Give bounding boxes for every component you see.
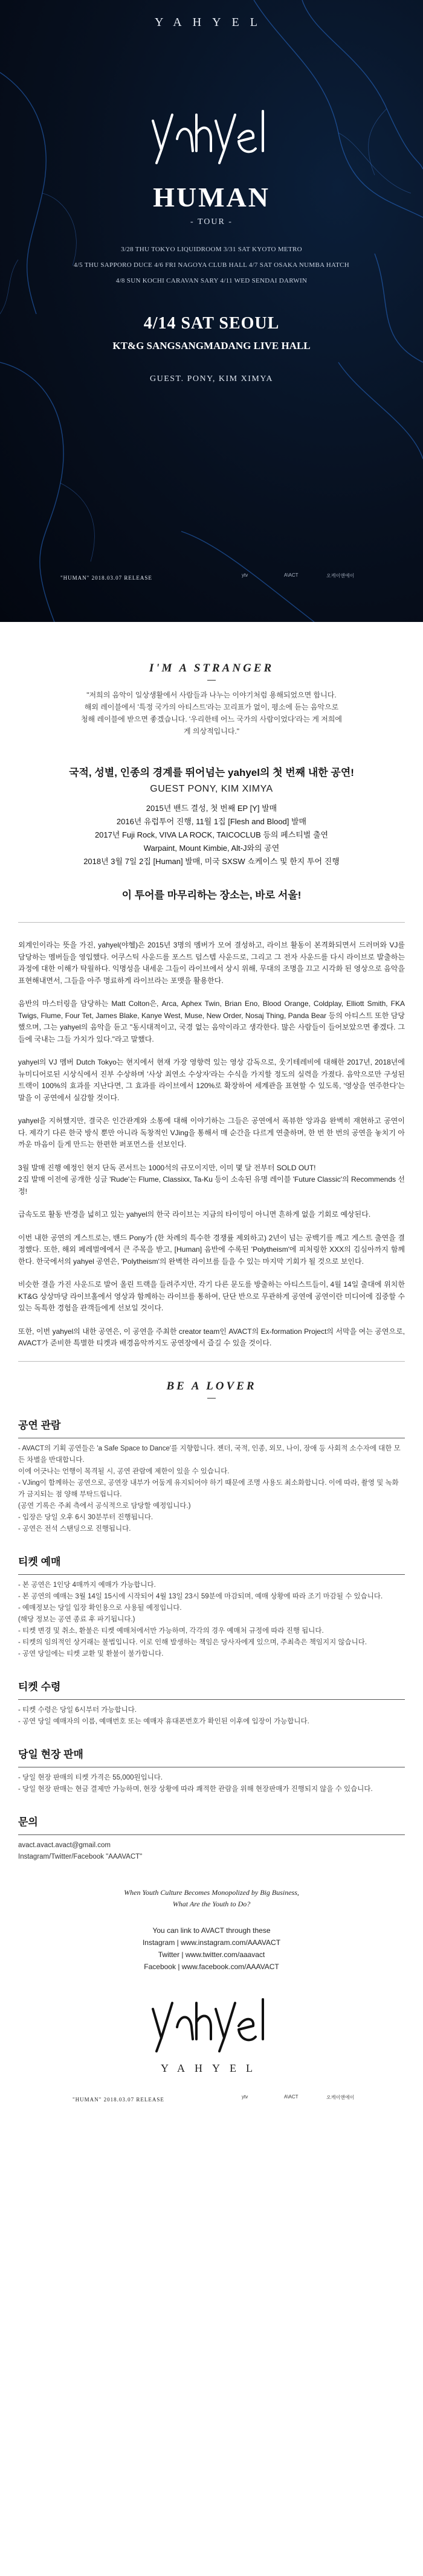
body-paragraph: 급속도로 활동 반경을 넓히고 있는 yahyel의 한국 라이브는 지금의 타이밍이 아니면 흔하게 없을 기회로 예상된다. (18, 1210, 371, 1219)
quote-line: 청해 레이블에 받으면 좋겠습니다. '우리한테 어느 국가의 사람이었다'라는 게 저희에 (80, 715, 343, 723)
body-paragraph: 음반의 마스터링을 담당하는 Matt Colton은, Arca, Aphex Twin, Brian Eno, Blood Orange, Coldplay, Elliott Smith, FKA Twigs, Flume, Four Tet, James Blake, Kanye West, Muse, New Order, Nosaj Thing, Panda Bear 등의 아티스트 또한 담당했으며, 그는 yahyel의 음악을 듣고 "동시대적이고, 국경 없는 음악이라고 생각한다. 많은 사람들이 들어보았으면 좋겠다. 그들에 국내는 그들 가치가 있다."라고 말했다. (18, 999, 405, 1043)
follow-links (18, 1924, 405, 1973)
timeline-item: 2015년 밴드 결성, 첫 번째 EP [Y] 발매 (146, 804, 277, 813)
info-title: 문의 (18, 1816, 38, 1828)
event-headline: 국적, 성별, 인종의 경계를 뛰어넘는 yahyel의 첫 번째 내한 공연! (69, 767, 354, 778)
body-paragraph: 3월 발매 진행 예정인 현지 단독 콘서트는 1000석의 규모이지만, 이미 몇 달 전부터 SOLD OUT! 2집 발매 이전에 공개한 싱글 'Rude'는 Flume, Classixx, Ta-Ku 등이 소속된 유명 레이블 'Future Classic'의 Recommends 선정! (18, 1163, 405, 1196)
info-item: - 본 공연의 예매는 3월 14일 15시에 시작되어 4월 13일 23시 59분에 마감되며, 예매 상황에 따라 조기 마감될 수 있습니다. (18, 1592, 383, 1600)
info-contact (18, 1813, 405, 1863)
end-footer (18, 2089, 405, 2113)
yahyel-logo (148, 103, 275, 169)
heading-rule (207, 680, 216, 681)
info-pickup (18, 1678, 405, 1728)
info-list (18, 1705, 405, 1728)
avact-logo: A\ACT (284, 572, 299, 578)
info-item: - 입장은 당일 오후 6시 30분부터 진행됩니다. (18, 1513, 153, 1521)
info-item: - AVACT의 기획 공연들은 'a Safe Space to Dance'를 지향합니다. 젠더, 국적, 인종, 외모, 나이, 장애 등 사회적 소수자에 대한 모든 차별을 반대합니다. (18, 1444, 401, 1464)
info-onsite (18, 1746, 405, 1795)
partner-logo: 오케이앤에이 (326, 2094, 355, 2100)
poster-guest: GUEST. PONY, KIM XIMYA (150, 374, 273, 383)
heading-rule (207, 1398, 216, 1399)
body-paragraph: yahyel을 지허했지만, 결국은 인간관계와 소통에 대해 이야기하는 그들은 공연에서 폭뷰한 앙과음 완벽히 재현하고 공연이다. 제각기 다른 한국 방식 뿐만 아니라 독창적인 VJing을 통해서 매 순간을 다르게 연출하며, 한 번 한 번의 공연을 놓치기 아까운 마음이 들게 만드는 한편한 퍼포먼스를 선보인다. (18, 1117, 405, 1149)
info-notice (18, 1417, 405, 1535)
timeline-item: Warpaint, Mount Kimbie, Alt-J와의 공연 (143, 844, 280, 853)
contact-social: Instagram/Twitter/Facebook "AAAVACT" (18, 1853, 143, 1860)
info-item: - 본 공연은 1인당 4매까지 예매가 가능합니다. (18, 1581, 156, 1589)
sponsor-logo: ytv (242, 2094, 248, 2100)
info-item: - 공연 당일 예매자의 이름, 예매번호 또는 예매자 휴대폰번호가 확인된 이후에 입장이 가능합니다. (18, 1717, 309, 1725)
quote-line: 게 의상적입니다." (183, 727, 240, 735)
tour-date-line: 3/28 THU TOKYO LIQUIDROOM 3/31 SAT KYOTO METRO (121, 246, 302, 253)
info-item: - VJing이 함께하는 공연으로, 공연장 내부가 어둠게 유지되어야 하기 때문에 조명 사용도 최소화합니다. 이에 따라, 촬영 및 녹화가 금지되는 점 양해 부탁드립니다. (18, 1479, 399, 1498)
concert-poster (0, 0, 423, 622)
info-item: - 티켓의 임의적인 상거래는 불법입니다. 이로 인해 발생하는 책임은 당사자에게 있으며, 주최측은 책임지지 않습니다. (18, 1638, 367, 1646)
poster-brand: YAHYEL (155, 16, 268, 29)
article-body (18, 940, 405, 1350)
section-heading-lover: BE A LOVER (166, 1379, 257, 1392)
poster-tour-label: - TOUR - (190, 217, 233, 226)
info-title: 당일 현장 판매 (18, 1748, 83, 1760)
section-heading-stranger: I'M A STRANGER (149, 662, 274, 674)
poster-tour-dates (0, 242, 423, 289)
info-item: 이에 어긋나는 언행이 목격될 시, 공연 관람에 제한이 있을 수 있습니다. (18, 1467, 230, 1475)
yahyel-logo (145, 1991, 278, 2057)
info-list (18, 1443, 405, 1535)
twitter-link[interactable]: Twitter | www.twitter.com/aaavact (158, 1950, 265, 1959)
info-title: 티켓 예매 (18, 1556, 61, 1568)
body-paragraph: 또한, 이번 yahyel의 내한 공연은, 이 공연을 주최한 creator team인 AVACT의 Ex-formation Project의 서막을 여는 공연으로, AVACT가 준비한 특별한 티켓과 배경음악까지도 공연장에서 즐길 수 있을 것이다. (18, 1327, 405, 1347)
event-details (0, 622, 423, 2126)
poster-title: HUMAN (153, 182, 270, 213)
info-title: 티켓 수령 (18, 1680, 61, 1693)
quote-line: "저희의 음악이 일상생활에서 사람들과 나누는 이야기처럼 용해되었으면 합니다. (86, 691, 337, 699)
tour-closer: 이 투어를 마무리하는 장소는, 바로 서울! (121, 889, 302, 901)
info-tickets (18, 1553, 405, 1660)
timeline-item: 2018년 3월 7일 2집 [Human] 발매, 미국 SXSW 쇼케이스 및 한지 투어 진행 (83, 857, 340, 866)
info-item: (공연 기록은 주최 측에서 공식적으로 담당할 예정입니다.) (18, 1502, 191, 1510)
info-item: - 예매정보는 당일 입장 확인용으로 사용될 예정입니다. (18, 1604, 182, 1612)
body-paragraph: 비슷한 결을 가진 사운드로 발어 올린 트랙을 들려주지만, 각기 다른 문도를 방출하는 아티스트들이, 4월 14일 출대에 위치한 KT&G 상상마당 라이브홀에서 영상과 함께하는 라이브를 통하여, 단단 반으로 무관하게 공연에 공연이란 미디어에 집중할 수 있는 독특한 경험을 관객들에게 선보일 것이다. (18, 1280, 405, 1312)
poster-footer (0, 568, 423, 592)
contact-email[interactable]: avact.avact.avact@gmail.com (18, 1841, 111, 1849)
poster-venue: KT&G SANGSANGMADANG LIVE HALL (112, 340, 311, 351)
tagline-line: What Are the Youth to Do? (172, 1899, 251, 1908)
instagram-link[interactable]: Instagram | www.instagram.com/AAAVACT (142, 1938, 281, 1947)
body-paragraph: 외계인이라는 뜻을 가진, yahyel(야헬)은 2015년 3명의 멤버가 모여 결성하고, 라이브 활동이 본격화되면서 드러머와 VJ를 담당하는 멤버들을 영입했다. 어쿠스틱 사운드를 포스트 덥스텝 사운드로, 그리고 그 전자 사운드를 다시 라이브로 발출하는 과정에 대한 이해가 탁월하다. 익명성을 내세운 그들이 라이브에서 상시 위해, 무대의 조명을 끄고 시각화 된 영상으로 음악을 표현해내면서, 그들을 아주 명료하게 라이브라는 포맷을 활용한다. (18, 941, 405, 985)
info-rule (18, 1574, 405, 1575)
info-item: - 공연은 전석 스탠딩으로 진행됩니다. (18, 1525, 131, 1533)
contact-text (18, 1840, 405, 1863)
info-list (18, 1772, 405, 1795)
info-item: - 공연 당일에는 티켓 교환 및 환불이 불가합니다. (18, 1650, 164, 1658)
info-item: - 티켓 변경 및 취소, 환불은 티켓 예매처에서만 가능하며, 각각의 경우 예매처 규정에 따라 진행 됩니다. (18, 1627, 324, 1635)
facebook-link[interactable]: Facebook | www.facebook.com/AAAVACT (144, 1962, 279, 1971)
tour-date-line: 4/5 THU SAPPORO DUCE 4/6 FRI NAGOYA CLUB HALL 4/7 SAT OSAKA NUMBA HATCH (74, 261, 349, 269)
info-title: 공연 관람 (18, 1419, 61, 1431)
timeline-item: 2016년 유럽투어 진행, 11월 1집 [Flesh and Blood] 발매 (116, 817, 307, 826)
end-brand: YAHYEL (161, 2062, 262, 2074)
info-list (18, 1580, 405, 1660)
vein-texture (0, 0, 423, 622)
avact-logo: A\ACT (284, 2094, 299, 2100)
info-item: - 당일 현장 판매의 티켓 가격은 55,000원입니다. (18, 1773, 163, 1781)
guest-line: GUEST PONY, KIM XIMYA (150, 784, 273, 794)
section-divider (18, 922, 405, 923)
info-item: - 티켓 수령은 당일 6시부터 가능합니다. (18, 1706, 137, 1714)
tagline-line: When Youth Culture Becomes Monopolized by Big Business, (124, 1888, 299, 1897)
band-timeline (18, 802, 405, 868)
release-note: "HUMAN" 2018.03.07 RELEASE (73, 2096, 164, 2103)
sponsor-logo: ytv (242, 572, 248, 578)
tour-date-line: 4/8 SUN KOCHI CARAVAN SARY 4/11 WED SENDAI DARWIN (115, 277, 308, 284)
section-divider (18, 1361, 405, 1362)
info-rule (18, 1699, 405, 1700)
release-note: "HUMAN" 2018.03.07 RELEASE (60, 575, 152, 581)
info-item: (해당 정보는 공연 종료 후 파기됩니다.) (18, 1615, 135, 1623)
body-paragraph: 이번 내한 공연의 게스트로는, 밴드 Pony가 (한 차례의 특수한 경쟁률 제외하고) 2년이 넘는 공백기를 깨고 게스트 출연을 결정했다. 또한, 해외 페레벌에에서 큰 주목을 받고, [Human] 음반에 수록된 'Polytheism'에 피처링한 XXX의 김심아까지 함께한다. 한국에서의 yahyel 공연은, 'Polytheism'의 완벽한 라이브를 들을 수 있는 마지막 기회가 될 것으로 보인다. (18, 1233, 405, 1266)
quote-line: 해외 레이블에서 '특정 국가의 아티스트'라는 꼬리표가 없이, 평소에 듣는 음악으로 (84, 703, 339, 711)
follow-intro: You can link to AVACT through these (152, 1926, 271, 1935)
info-rule (18, 1834, 405, 1835)
artist-quote (18, 689, 405, 737)
poster-seoul-date: 4/14 SAT SEOUL (143, 314, 280, 333)
tagline (18, 1887, 405, 1910)
partner-logo: 오케이앤에이 (326, 573, 355, 578)
body-paragraph: yahyel의 VJ 멤버 Dutch Tokyo는 현지에서 현재 가장 영향력 있는 영상 감독으로, 웃기테레비에 대해한 2017년, 2018년에 뉴미디어로된 시상식에서 진부 수상하며 '사상 최연소 수상자'라는 수식을 가지할 정도의 실력을 가졌다. 음악으로만 구성된 트랙이 100%의 효과를 지난다면, 그 효과를 라이브에서 120%로 확장하여 세계관을 표현할 수 있도록, '영상을 연주한다'는 말을 이 공연에서 실감할 것이다. (18, 1058, 405, 1102)
info-item: - 당일 현장 판매는 현금 결제만 가능하며, 현장 상황에 따라 쾌적한 관람을 위해 현장판매가 진행되지 않을 수 있습니다. (18, 1785, 373, 1793)
timeline-item: 2017년 Fuji Rock, VIVA LA ROCK, TAICOCLUB 등의 페스티벌 출연 (94, 830, 329, 839)
